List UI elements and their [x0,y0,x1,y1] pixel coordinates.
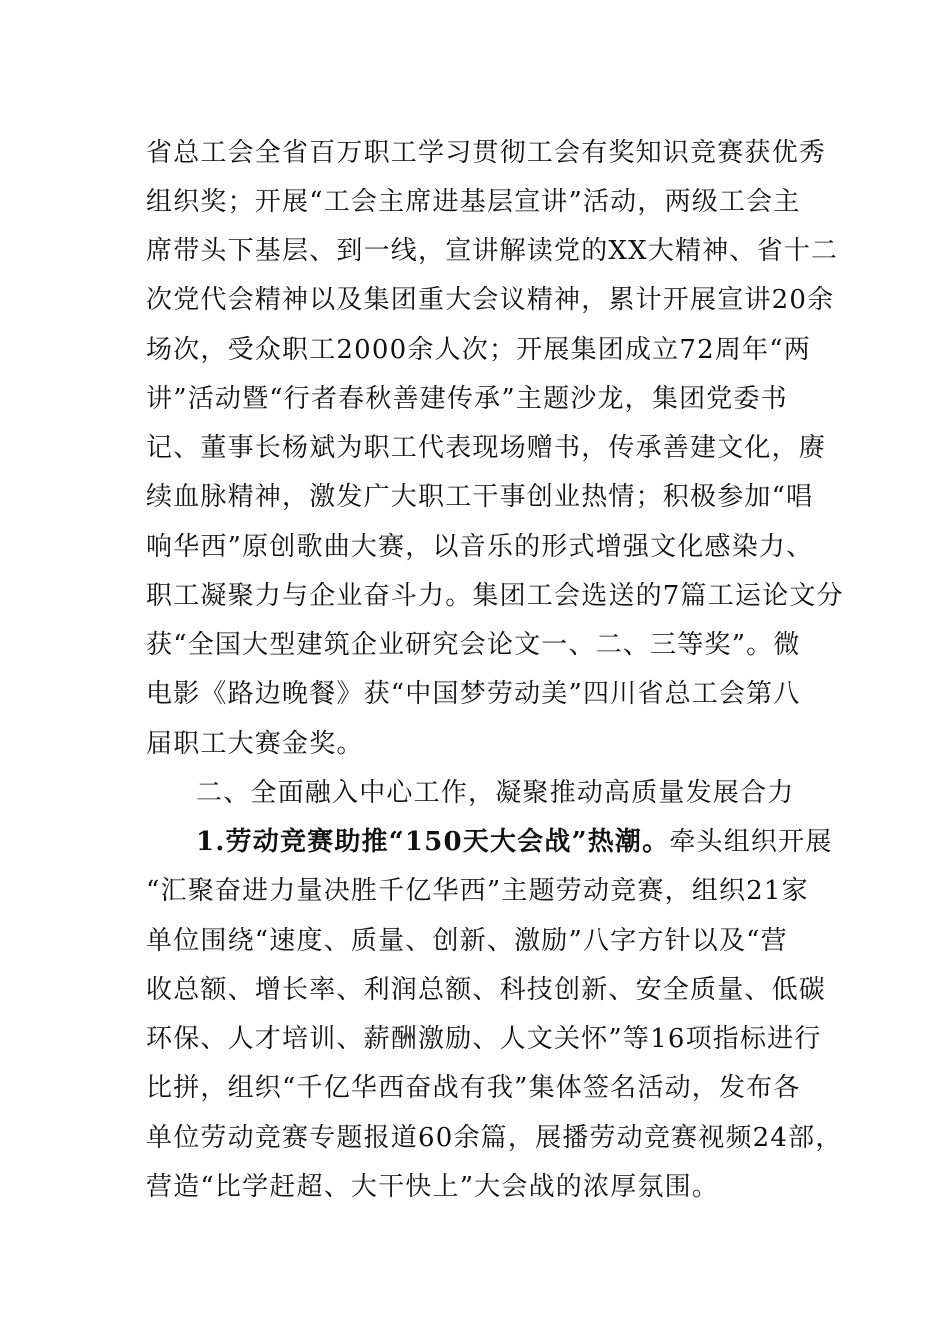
item-first-line [196,817,876,867]
section-heading: 二、全面融入中心工作，凝聚推动高质量发展合力 [196,778,795,808]
paragraph-line: 环保、人才培训、薪酬激励、人文关怀”等16项指标进行 [146,1024,822,1054]
paragraph-line: 比拼，组织“千亿华西奋战有我”集体签名活动，发布各 [146,1073,801,1103]
item-title: 1.劳动竞赛助推“150天大会战”热潮。 [196,827,670,857]
paragraph-line: 届职工大赛金奖。 [146,729,364,759]
paragraph-line: 省总工会全省百万职工学习贯彻工会有奖知识竞赛获优秀 [146,138,827,168]
paragraph-line: 组织奖；开展“工会主席进基层宣讲”活动，两级工会主 [146,187,801,217]
paragraph-line: 次党代会精神以及集团重大会议精神，累计开展宣讲20余 [146,285,835,315]
paragraph-line: 席带头下基层、到一线，宣讲解读党的XX大精神、省十二 [146,236,839,266]
paragraph-line: 收总额、增长率、利润总额、科技创新、安全质量、低碳 [146,975,827,1005]
paragraph-line: 续血脉精神，激发广大职工干事创业热情；积极参加“唱 [146,482,814,512]
paragraph-line: 营造“比学赶超、大干快上”大会战的浓厚氛围。 [146,1172,719,1202]
paragraph-line: “汇聚奋进力量决胜千亿华西”主题劳动竞赛，组织21家 [146,876,809,906]
paragraph-line: 响华西”原创歌曲大赛，以音乐的形式增强文化感染力、 [146,532,814,562]
item-first-line-text: 牵头组织开展 [669,827,833,857]
paragraph-line: 单位围绕“速度、质量、创新、激励”八字方针以及“营 [146,926,788,956]
paragraph-line: 职工凝聚力与企业奋斗力。集团工会选送的7篇工运论文分 [146,581,844,611]
paragraph-line: 电影《路边晚餐》获“中国梦劳动美”四川省总工会第八 [146,679,801,709]
paragraph-line: 讲”活动暨“行者春秋善建传承”主题沙龙，集团党委书 [146,384,788,414]
paragraph-line: 记、董事长杨斌为职工代表现场赠书，传承善建文化，赓 [146,433,827,463]
paragraph-line: 单位劳动竞赛专题报道60余篇，展播劳动竞赛视频24部， [146,1123,843,1153]
paragraph-line: 场次，受众职工2000余人次；开展集团成立72周年“两 [146,335,811,365]
paragraph-line: 获“全国大型建筑企业研究会论文一、二、三等奖”。微 [146,630,801,660]
